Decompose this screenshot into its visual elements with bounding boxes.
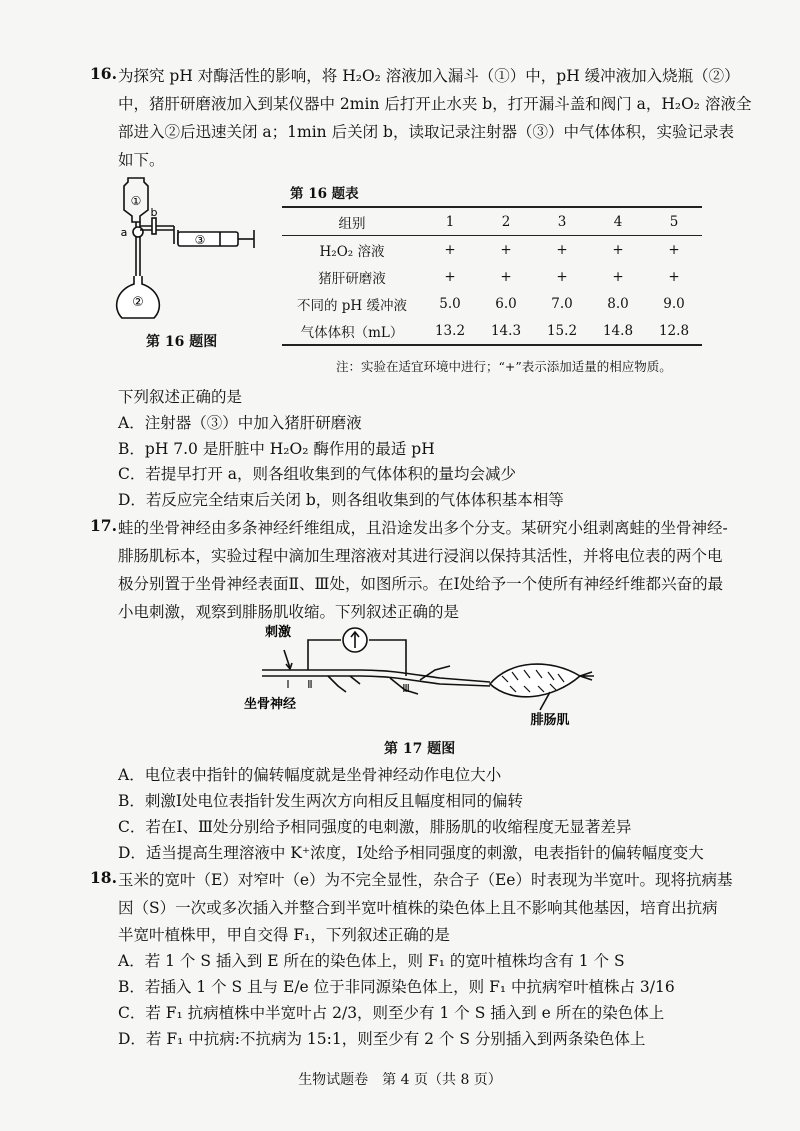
q16-table-cell: 7.0 <box>551 295 573 312</box>
q16-table-cell: + <box>668 241 680 258</box>
q16-table-cell: 14.3 <box>478 317 534 345</box>
q16-table-cell: 5.0 <box>439 295 461 312</box>
q17-fig-label-p1: Ⅰ <box>286 678 290 691</box>
q17-figure-caption: 第 17 题图 <box>384 741 456 757</box>
q16-apparatus-figure <box>108 172 268 322</box>
q16-table-cell: + <box>556 268 568 285</box>
q16-table-header-cell: 1 <box>422 207 478 236</box>
q17-fig-label-nerve: 坐骨神经 <box>243 697 297 712</box>
q16-table-cell: 8.0 <box>607 295 629 312</box>
q17-text-line-3: 极分别置于坐骨神经表面Ⅱ、Ⅲ处，如图所示。在Ⅰ处给予一个使所有神经纤维都兴奋的最 <box>118 575 724 593</box>
q17-fig-label-muscle: 腓肠肌 <box>530 713 570 728</box>
q16-table-caption: 第 16 题表 <box>290 186 359 202</box>
q16-table-row <box>282 263 702 290</box>
q16-table-cell: 不同的 pH 缓冲液 <box>297 297 407 314</box>
q17-fig-label-p3: Ⅲ <box>402 682 410 695</box>
q18-option-b: B．若插入 1 个 S 且与 E/e 位于非同源染色体上，则 F₁ 中抗病窄叶植株占 3/16 <box>118 978 675 996</box>
q18-text-line-1: 玉米的宽叶（E）对窄叶（e）为不完全显性，杂合子（Ee）时表现为半宽叶。现将抗病基 <box>118 871 733 889</box>
q17-text-line-1: 蛙的坐骨神经由多条神经纤维组成，且沿途发出多个分支。某研究小组剥离蛙的坐骨神经- <box>118 519 728 537</box>
q18-option-a: A．若 1 个 S 插入到 E 所在的染色体上，则 F₁ 的宽叶植株均含有 1 个 S <box>118 952 625 970</box>
q16-table-note: 注：实验在适宜环境中进行；“+”表示添加适量的相应物质。 <box>336 359 672 374</box>
q16-text-line-3: 部进入②后迅速关闭 a；1min 后关闭 b，读取记录注射器（③）中气体体积，实验记录表 <box>118 123 734 141</box>
q18-option-c: C．若 F₁ 抗病植株中半宽叶占 2/3，则至少有 1 个 S 插入到 e 所在的染色体上 <box>118 1004 665 1022</box>
q16-table-header-cell: 3 <box>534 207 590 236</box>
q16-fig-label-a: a <box>120 226 128 239</box>
page-footer: 生物试题卷 第 4 页（共 8 页） <box>298 1072 502 1088</box>
q17-fig-label-p2: Ⅱ <box>307 678 313 691</box>
q17-nerve-muscle-figure <box>240 620 600 730</box>
q16-table-header-cell: 组别 <box>282 207 422 236</box>
q18-number: 18. <box>90 868 117 887</box>
q16-option-d: D．若反应完全结束后关闭 b，则各组收集到的气体体积基本相等 <box>118 491 564 509</box>
q16-table-cell: 12.8 <box>646 317 702 345</box>
q16-table-row <box>282 236 702 264</box>
q16-table-cell: + <box>556 241 568 258</box>
q17-text-line-2: 腓肠肌标本，实验过程中滴加生理溶液对其进行浸润以保持其活性，并将电位表的两个电 <box>118 547 723 565</box>
q16-option-a: A．注射器（③）中加入猪肝研磨液 <box>118 414 362 432</box>
q16-table-cell: + <box>444 241 456 258</box>
q16-fig-label-2: ② <box>132 295 144 310</box>
q16-table-header-cell: 2 <box>478 207 534 236</box>
q16-table <box>282 206 702 346</box>
q16-table-cell: H₂O₂ 溶液 <box>319 243 385 260</box>
q16-text-line-1: 为探究 pH 对酶活性的影响，将 H₂O₂ 溶液加入漏斗（①）中，pH 缓冲液加入烧瓶（②） <box>118 67 740 85</box>
q17-option-a: A．电位表中指针的偏转幅度就是坐骨神经动作电位大小 <box>118 766 502 784</box>
q16-table-cell: + <box>612 268 624 285</box>
q16-option-c: C．若提早打开 a，则各组收集到的气体体积的量均会减少 <box>118 465 517 483</box>
q16-figure-caption: 第 16 题图 <box>146 334 218 350</box>
q16-fig-label-b: b <box>150 206 158 219</box>
muscle-shape <box>490 664 580 697</box>
q17-option-b: B．刺激Ⅰ处电位表指针发生两次方向相反且幅度相同的偏转 <box>118 792 524 810</box>
q18-text-line-3: 半宽叶植株甲，甲自交得 F₁，下列叙述正确的是 <box>118 926 450 944</box>
q17-text-line-4: 小电刺激，观察到腓肠肌收缩。下列叙述正确的是 <box>118 603 460 621</box>
q16-table-cell: 13.2 <box>422 317 478 345</box>
q17-option-c: C．若在Ⅰ、Ⅲ处分别给予相同强度的电刺激，腓肠肌的收缩程度无显著差异 <box>118 818 632 836</box>
q16-number: 16. <box>90 64 117 83</box>
q16-table-cell: 气体体积（mL） <box>282 317 422 345</box>
q16-table-cell: + <box>612 241 624 258</box>
q16-text-line-2: 中，猪肝研磨液加入到某仪器中 2min 后打开止水夹 b，打开漏斗盖和阀门 a，H₂O₂ 溶液全 <box>118 95 752 113</box>
q16-table-header-cell: 5 <box>646 207 702 236</box>
q17-option-d: D．适当提高生理溶液中 K⁺浓度，Ⅰ处给予相同强度的刺激，电表指针的偏转幅度变大 <box>118 844 704 862</box>
q16-table-header-cell: 4 <box>590 207 646 236</box>
q16-table-cell: + <box>500 268 512 285</box>
q18-option-d: D．若 F₁ 中抗病:不抗病为 15:1，则至少有 2 个 S 分别插入到两条染色体上 <box>118 1030 646 1048</box>
q16-option-b: B．pH 7.0 是肝脏中 H₂O₂ 酶作用的最适 pH <box>118 440 435 458</box>
q16-table-cell: 14.8 <box>590 317 646 345</box>
q16-fig-label-1: ① <box>130 194 142 208</box>
q16-table-cell: 6.0 <box>495 295 517 312</box>
q16-text-line-4: 如下。 <box>118 151 165 169</box>
q18-text-line-2: 因（S）一次或多次插入并整合到半宽叶植株的染色体上且不影响其他基因，培育出抗病 <box>118 899 718 917</box>
q16-table-cell: + <box>444 268 456 285</box>
q16-table-cell: 15.2 <box>534 317 590 345</box>
q16-stem: 下列叙述正确的是 <box>118 388 243 406</box>
q16-table-cell: + <box>500 241 512 258</box>
q16-table-header-row <box>282 207 702 236</box>
q16-fig-label-3: ③ <box>194 233 206 247</box>
q16-table-row <box>282 290 702 317</box>
q16-table-row <box>282 317 702 345</box>
q17-fig-label-stimulus: 刺激 <box>264 625 292 640</box>
q16-table-cell: + <box>668 268 680 285</box>
q16-table-cell: 猪肝研磨液 <box>318 270 386 287</box>
q17-number: 17. <box>90 516 117 535</box>
q16-table-cell: 9.0 <box>663 295 685 312</box>
